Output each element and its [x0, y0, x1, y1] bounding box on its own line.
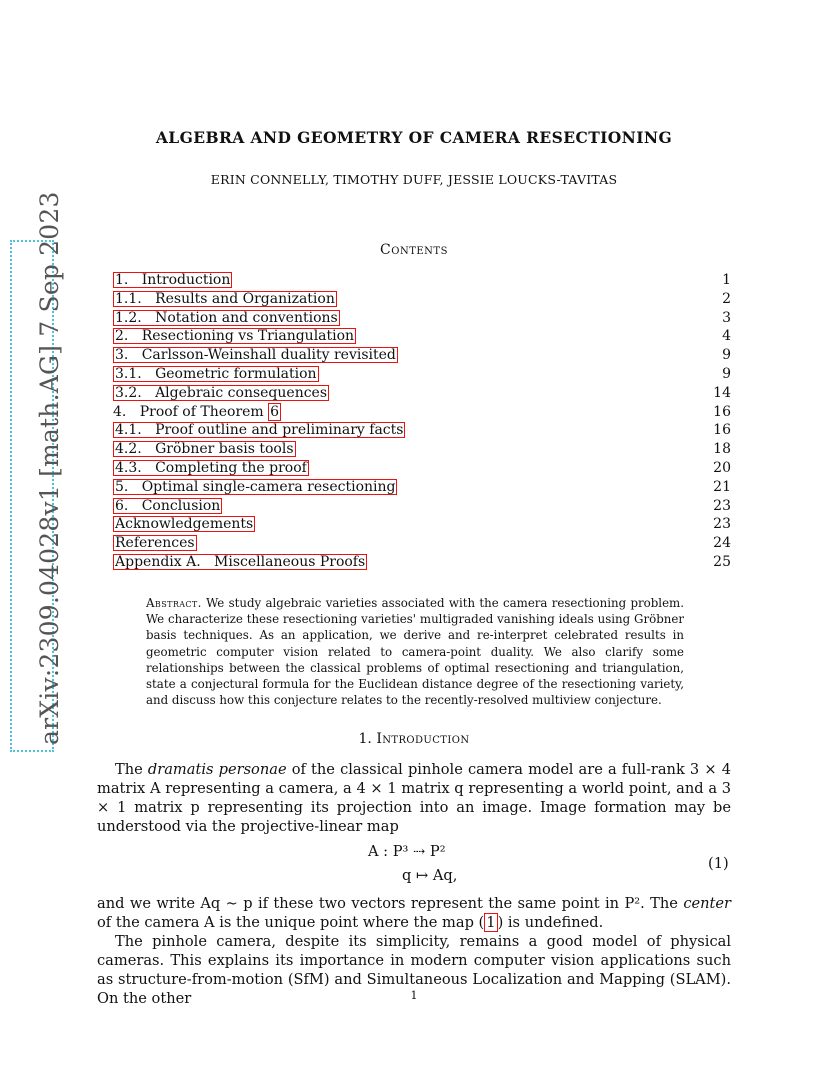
paragraph-2	[97, 894, 731, 932]
toc-entry	[113, 421, 731, 440]
toc-page-number: 23	[713, 516, 731, 533]
section-number: 1.	[358, 731, 372, 747]
toc-page-number: 9	[722, 347, 731, 364]
theorem-ref-link[interactable]: 6	[270, 403, 280, 420]
p1-text-a: The	[115, 761, 148, 778]
toc-page-number: 21	[713, 478, 731, 495]
paragraph-3: The pinhole camera, despite its simplicity, remains a good model of physical cameras. This explains its importance in modern computer vision applications such as structure-from-motion (SfM) and Simultaneous Localization and Mapping (SLAM). On the other	[97, 933, 731, 1007]
toc-page-number: 24	[713, 535, 731, 552]
toc-entry	[113, 309, 731, 328]
toc-page-number: 4	[722, 328, 731, 345]
p2-text-b: of the camera A is the unique point where the map (	[97, 914, 485, 931]
toc-entry-label[interactable]: References	[115, 535, 195, 552]
p1-emphasis: dramatis personae	[147, 761, 287, 778]
toc-entry-label[interactable]: 1.2. Notation and conventions	[115, 309, 338, 326]
p2-emphasis: center	[683, 895, 731, 912]
equation-ref-link[interactable]: 1	[486, 914, 496, 931]
toc-entry	[113, 534, 731, 553]
toc-entry-label[interactable]: 6. Conclusion	[115, 497, 221, 514]
equation-number: (1)	[708, 855, 729, 872]
toc-page-number: 18	[713, 441, 731, 458]
toc-page-number: 14	[713, 384, 731, 401]
toc-page-number: 3	[722, 309, 731, 326]
toc-entry	[113, 384, 731, 403]
table-of-contents	[113, 271, 731, 572]
paper-title: ALGEBRA AND GEOMETRY OF CAMERA RESECTIONING	[155, 128, 673, 147]
page-number: 1	[410, 989, 418, 1002]
toc-entry	[113, 403, 731, 422]
equation-line-2: q ↦ Aq,	[402, 867, 458, 884]
toc-entry-label: 4. Proof of Theorem	[113, 403, 269, 420]
toc-entry-label[interactable]: 2. Resectioning vs Triangulation	[115, 328, 355, 345]
toc-entry	[113, 365, 731, 384]
toc-page-number: 20	[713, 459, 731, 476]
toc-entry	[113, 327, 731, 346]
toc-entry-label[interactable]: 3. Carlsson-Weinshall duality revisited	[115, 347, 396, 364]
paper-authors: ERIN CONNELLY, TIMOTHY DUFF, JESSIE LOUCKS-TAVITAS	[210, 172, 618, 187]
toc-entry	[113, 497, 731, 516]
section-title: Introduction	[376, 731, 470, 747]
toc-page-number: 9	[722, 365, 731, 382]
toc-entry	[113, 440, 731, 459]
toc-entry-label[interactable]: 4.1. Proof outline and preliminary facts	[115, 422, 404, 439]
toc-entry-label[interactable]: 1. Introduction	[115, 272, 231, 288]
section-heading	[0, 731, 828, 747]
toc-entry-label[interactable]: 5. Optimal single-camera resectioning	[115, 478, 396, 495]
toc-entry-label[interactable]: Appendix A. Miscellaneous Proofs	[115, 553, 366, 570]
toc-entry-label[interactable]: 1.1. Results and Organization	[115, 290, 335, 307]
toc-entry	[113, 346, 731, 365]
abstract	[146, 595, 684, 708]
toc-entry	[113, 478, 731, 497]
toc-page-number: 16	[713, 422, 731, 439]
toc-page-number: 23	[713, 497, 731, 514]
toc-entry	[113, 290, 731, 309]
toc-entry	[113, 553, 731, 572]
toc-page-number: 25	[713, 553, 731, 570]
toc-entry-label[interactable]: 3.2. Algebraic consequences	[115, 384, 328, 401]
toc-entry-label[interactable]: 4.2. Gröbner basis tools	[115, 441, 294, 458]
arxiv-identifier[interactable]: arXiv:2309.04028v1 [math.AG] 7 Sep 2023	[35, 191, 64, 745]
equation-line-1: A : P³ ⇢ P²	[368, 843, 446, 860]
toc-page-number: 16	[713, 403, 731, 420]
abstract-text: We study algebraic varieties associated with the camera resectioning problem. We characterize these resectioning varieties' multigraded vanishing ideals using Gröbner basis techniques. As an application, we derive and re-interpret celebrated results in geometric computer vision related to camera-point duality. We also clarify some relationships between the classical problems of optimal resectioning and triangulation, state a conjectural formula for the Euclidean distance degree of the resectioning variety, and discuss how this conjecture relates to the recently-resolved multiview conjecture.	[146, 596, 684, 708]
toc-page-number: 1	[722, 272, 731, 288]
p2-text-a: and we write Aq ∼ p if these two vectors represent the same point in P². The	[97, 895, 684, 912]
toc-page-number: 2	[722, 290, 731, 307]
p2-text-c: ) is undefined.	[497, 914, 604, 931]
paragraph-1	[97, 760, 731, 836]
toc-entry	[113, 515, 731, 534]
toc-entry-label[interactable]: 4.3. Completing the proof	[115, 459, 307, 476]
toc-entry-label[interactable]: 3.1. Geometric formulation	[115, 365, 317, 382]
toc-entry-label[interactable]: Acknowledgements	[115, 516, 254, 533]
abstract-label: Abstract.	[146, 596, 202, 610]
contents-heading: Contents	[380, 242, 448, 258]
toc-entry	[113, 271, 731, 290]
p1-text-b: of the classical pinhole camera model are a full-rank 3 × 4 matrix A representing a camera, a 4 × 1 matrix q representing a world point, and a 3 × 1 matrix p representing its projection into an image. Image formation may be understood via the projective-linear map	[97, 761, 731, 835]
toc-entry	[113, 459, 731, 478]
